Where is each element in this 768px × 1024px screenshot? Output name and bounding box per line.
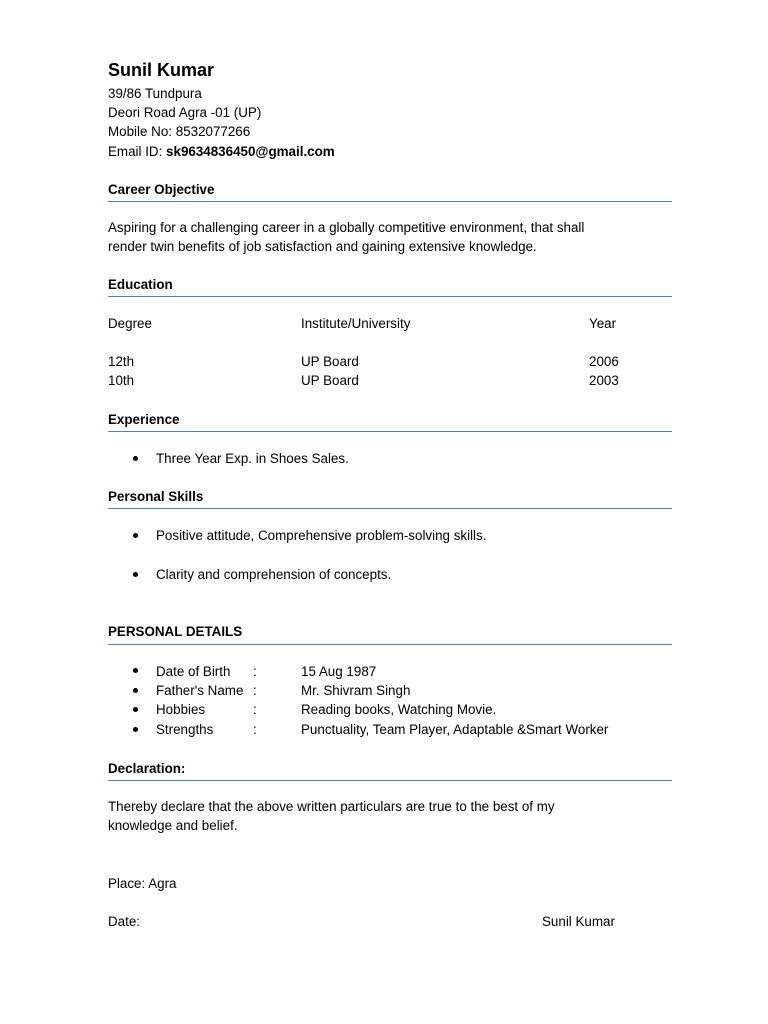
detail-label-father: Father's Name xyxy=(156,683,244,698)
education-cell-institute: UP Board xyxy=(301,354,359,369)
bullet-icon xyxy=(133,707,138,712)
skill-item: Positive attitude, Comprehensive problem-solving skills. xyxy=(156,528,487,543)
education-cell-year: 2006 xyxy=(589,354,619,369)
detail-separator: : xyxy=(253,722,257,737)
declaration-line-2: knowledge and belief. xyxy=(108,818,238,833)
detail-value-hobbies: Reading books, Watching Movie. xyxy=(301,702,497,717)
address-line-1: 39/86 Tundpura xyxy=(108,86,202,101)
bullet-icon xyxy=(133,668,138,673)
bullet-icon xyxy=(133,533,138,538)
declaration-rule xyxy=(108,780,672,781)
education-title: Education xyxy=(108,277,173,292)
personal-skills-title: Personal Skills xyxy=(108,489,204,504)
career-objective-line-1: Aspiring for a challenging career in a globally competitive environment, that shall xyxy=(108,220,585,235)
education-cell-degree: 12th xyxy=(108,354,135,369)
education-header-degree: Degree xyxy=(108,316,152,331)
email-label: Email ID: xyxy=(108,144,167,159)
detail-label-hobbies: Hobbies xyxy=(156,702,206,717)
career-objective-rule xyxy=(108,201,672,202)
place-line: Place: Agra xyxy=(108,876,177,891)
email-value: sk9634836450@gmail.com xyxy=(166,144,335,159)
bullet-icon xyxy=(133,688,138,693)
bullet-icon xyxy=(133,572,138,577)
education-rule xyxy=(108,296,672,297)
detail-label-dob: Date of Birth xyxy=(156,664,231,679)
detail-separator: : xyxy=(253,702,257,717)
education-cell-year: 2003 xyxy=(589,373,619,388)
detail-label-strengths: Strengths xyxy=(156,722,214,737)
detail-value-father: Mr. Shivram Singh xyxy=(301,683,411,698)
address-line-2: Deori Road Agra -01 (UP) xyxy=(108,105,262,120)
email-line xyxy=(108,144,335,159)
detail-value-dob: 15 Aug 1987 xyxy=(301,664,377,679)
bullet-icon xyxy=(133,456,138,461)
date-line: Date: xyxy=(108,914,141,929)
detail-value-strengths: Punctuality, Team Player, Adaptable &Smart Worker xyxy=(301,722,609,737)
skill-item: Clarity and comprehension of concepts. xyxy=(156,567,392,582)
candidate-name: Sunil Kumar xyxy=(108,60,215,80)
career-objective-line-2: render twin benefits of job satisfaction and gaining extensive knowledge. xyxy=(108,239,537,254)
education-header-year: Year xyxy=(589,316,617,331)
education-cell-institute: UP Board xyxy=(301,373,359,388)
experience-rule xyxy=(108,431,672,432)
education-cell-degree: 10th xyxy=(108,373,135,388)
declaration-line-1: Thereby declare that the above written particulars are true to the best of my xyxy=(108,799,555,814)
personal-skills-rule xyxy=(108,508,672,509)
career-objective-title: Career Objective xyxy=(108,182,215,197)
declaration-title: Declaration: xyxy=(108,761,186,776)
mobile-number: Mobile No: 8532077266 xyxy=(108,124,251,139)
personal-details-title: PERSONAL DETAILS xyxy=(108,624,243,639)
experience-title: Experience xyxy=(108,412,180,427)
detail-separator: : xyxy=(253,664,257,679)
signature-name: Sunil Kumar xyxy=(542,914,615,929)
experience-item: Three Year Exp. in Shoes Sales. xyxy=(156,451,349,466)
bullet-icon xyxy=(133,727,138,732)
personal-details-rule xyxy=(108,644,672,645)
detail-separator: : xyxy=(253,683,257,698)
education-header-institute: Institute/University xyxy=(301,316,411,331)
